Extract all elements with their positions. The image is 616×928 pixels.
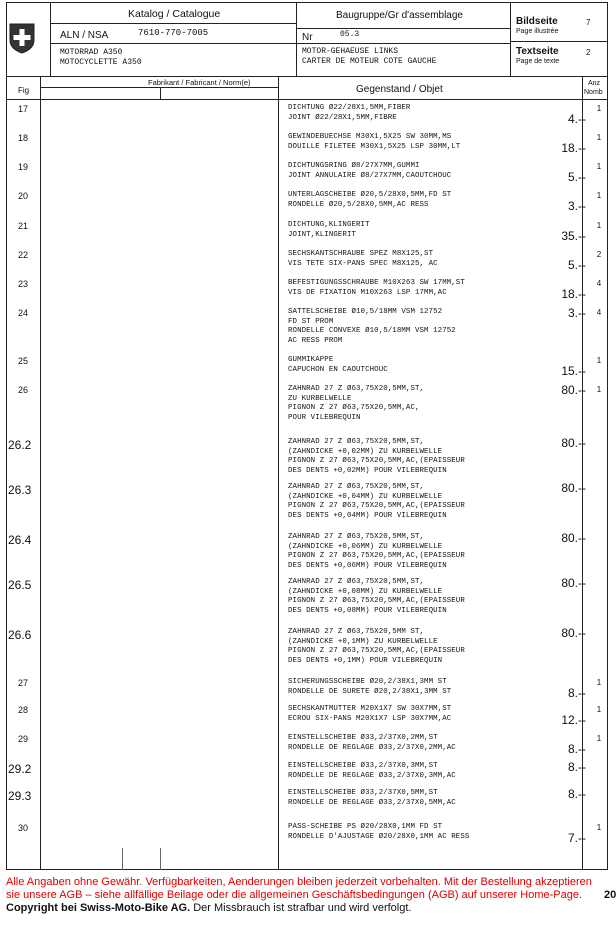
row-price: 80.-- xyxy=(561,626,586,640)
page-number-fragment: 20 xyxy=(604,889,616,901)
header-row-line-left xyxy=(50,23,296,24)
row-price: 18.-- xyxy=(561,286,586,301)
row-price: 80.-- xyxy=(561,576,586,590)
row-price: 3.-- xyxy=(568,306,586,320)
row-fig-number: 27 xyxy=(17,678,28,688)
row-fig-number: 30 xyxy=(17,823,28,833)
row-quantity: 1 xyxy=(596,221,602,230)
row-fig-number: 21 xyxy=(17,221,28,231)
col-divider-manufacturer xyxy=(278,77,279,870)
row-description: DICHTUNG,KLINGERIT JOINT,KLINGERIT xyxy=(288,221,370,239)
row-fig-number: 26.4 xyxy=(8,533,32,547)
bildseite-label: Bildseite xyxy=(516,16,558,27)
footer-copyright: Copyright bei Swiss-Moto-Bike AG. xyxy=(6,902,191,914)
row-price: 4.-- xyxy=(568,111,586,126)
row-description: EINSTELLSCHEIBE Ø33,2/37X0,5MM,ST RONDELLE DE REGLAGE Ø33,2/37X0,5MM,AC xyxy=(288,789,456,807)
row-fig-number: 26.3 xyxy=(8,483,32,497)
footer-disclaimer: Alle Angaben ohne Gewähr. Verfügbarkeiten, Aenderungen bleiben jederzeit vorbehalten. Mit der Bestellung akzeptieren sie unsere AGB – siehe allfällige Beilage oder die allgemeinen Geschäftsbedingungen (AGB) auf unserer Home-Page. xyxy=(6,876,592,901)
header-divider-3 xyxy=(510,2,511,76)
bildseite-sub: Page illustrée xyxy=(516,28,559,35)
row-description: BEFESTIGUNGSSCHRAUBE M10X263 SW 17MM,ST VIS DE FIXATION M10X263 LSP 17MM,AC xyxy=(288,279,465,297)
textseite-sub: Page de texte xyxy=(516,58,560,65)
row-fig-number: 24 xyxy=(17,308,28,318)
row-price: 15.-- xyxy=(561,363,586,378)
row-quantity: 1 xyxy=(596,385,602,394)
row-description: ZAHNRAD 27 Z Ø63,75X20,5MM ST, (ZAHNDICKE +0,1MM) ZU KURBELWELLE PIGNON Z 27 Ø63,75X20,5MM,AC,(EPAISSEUR DES DENTS +0,1MM) POUR VILEBREQUIN xyxy=(288,628,465,665)
col-qty-title-1: Anz xyxy=(588,80,601,87)
row-price: 5.-- xyxy=(568,257,586,272)
nr-value: 05.3 xyxy=(340,30,360,39)
row-price: 35.-- xyxy=(561,228,586,243)
colhead-bottom-line xyxy=(6,99,608,100)
header-divider-2 xyxy=(296,2,297,76)
bildseite-value: 7 xyxy=(586,18,591,27)
footer-misuse: Der Missbrauch ist strafbar und wird verfolgt. xyxy=(193,902,412,914)
row-description: ZAHNRAD 27 Z Ø63,75X20,5MM,ST, (ZAHNDICKE +0,02MM) ZU KURBELWELLE PIGNON Z 27 Ø63,75X20,5MM,AC,(EPAISSEUR DES DENTS +0,02MM) POUR VILEBREQUIN xyxy=(288,438,465,475)
row-fig-number: 28 xyxy=(17,705,28,715)
row-price: 80.-- xyxy=(561,531,586,545)
row-description: SECHSKANTSCHRAUBE SPEZ M8X125,ST VIS TETE SIX-PANS SPEC M8X125, AC xyxy=(288,250,438,268)
group-label: Baugruppe/Gr d'assemblage xyxy=(336,10,463,21)
row-quantity: 1 xyxy=(596,356,602,365)
row-description: SATTELSCHEIBE Ø10,5/18MM VSM 12752 FD ST PROM RONDELLE CONVEXE Ø10,5/18MM VSM 12752 AC RESS PROM xyxy=(288,308,456,345)
row-description: SECHSKANTMUTTER M20X1X7 SW 30X7MM,ST ECROU SIX-PANS M20X1X7 LSP 30X7MM,AC xyxy=(288,705,452,723)
row-description: DICHTUNG Ø22/28X1,5MM,FIBER JOINT Ø22/28X1,5MM,FIBRE xyxy=(288,104,411,122)
col-object-title: Gegenstand / Objet xyxy=(356,84,443,95)
row-fig-number: 29.2 xyxy=(8,762,32,776)
header-row-line-right xyxy=(510,41,608,42)
header-row-line-mid2 xyxy=(296,43,510,44)
col-fig-title: Fig xyxy=(18,86,30,95)
row-quantity: 1 xyxy=(596,678,602,687)
row-description: EINSTELLSCHEIBE Ø33,2/37X0,3MM,ST RONDELLE DE REGLAGE Ø33,2/37X0,3MM,AC xyxy=(288,762,456,780)
row-description: DICHTUNGSRING Ø8/27X7MM,GUMMI JOINT ANNULAIRE Ø8/27X7MM,CAOUTCHOUC xyxy=(288,162,452,180)
row-price: 80.-- xyxy=(561,383,586,397)
row-price: 3.-- xyxy=(568,198,586,213)
manufacturer-stub-1 xyxy=(122,848,123,870)
row-quantity: 1 xyxy=(596,133,602,142)
row-fig-number: 18 xyxy=(17,133,28,143)
row-description: ZAHNRAD 27 Z Ø63,75X20,5MM,ST, (ZAHNDICKE +0,04MM) ZU KURBELWELLE PIGNON Z 27 Ø63,75X20,5MM,AC,(EPAISSEUR DES DENTS +0,04MM) POUR VILEBREQUIN xyxy=(288,483,465,520)
header-row-line-left2 xyxy=(50,43,296,44)
col-divider-fig xyxy=(40,77,41,870)
aln-label: ALN / NSA xyxy=(60,30,109,41)
row-fig-number: 26.6 xyxy=(8,628,32,642)
row-price: 5.-- xyxy=(568,169,586,184)
row-fig-number: 20 xyxy=(17,191,28,201)
row-price: 18.-- xyxy=(561,140,586,155)
row-description: ZAHNRAD 27 Z Ø63,75X20,5MM,ST, ZU KURBELWELLE PIGNON Z 27 Ø63,75X20,5MM,AC, POUR VILEBREQUIN xyxy=(288,385,425,422)
model-line-2: MOTOCYCLETTE A350 xyxy=(60,58,142,67)
row-description: PASS-SCHEIBE PS Ø20/28X0,1MM FD ST RONDELLE D'AJUSTAGE Ø20/28X0,1MM AC RESS xyxy=(288,823,470,841)
header-row-line-mid xyxy=(296,28,510,29)
row-quantity: 1 xyxy=(596,734,602,743)
row-description: ZAHNRAD 27 Z Ø63,75X20,5MM,ST, (ZAHNDICKE +0,06MM) ZU KURBELWELLE PIGNON Z 27 Ø63,75X20,5MM,AC,(EPAISSEUR DES DENTS +0,06MM) POUR VILEBREQUIN xyxy=(288,533,465,570)
row-fig-number: 29 xyxy=(17,734,28,744)
row-fig-number: 25 xyxy=(17,356,28,366)
row-quantity: 1 xyxy=(596,191,602,200)
row-price: 80.-- xyxy=(561,481,586,495)
row-quantity: 1 xyxy=(596,104,602,113)
model-line-1: MOTORRAD A350 xyxy=(60,48,123,57)
row-fig-number: 17 xyxy=(17,104,28,114)
row-quantity: 4 xyxy=(596,308,602,317)
row-fig-number: 19 xyxy=(17,162,28,172)
row-quantity: 1 xyxy=(596,823,602,832)
col-manufacturer-title: Fabrikant / Fabricant / Norm(e) xyxy=(148,78,251,87)
row-price: 7.-- xyxy=(568,830,586,845)
row-quantity: 1 xyxy=(596,705,602,714)
nr-label: Nr xyxy=(302,32,313,43)
manufacturer-sub-divider xyxy=(160,87,161,99)
catalog-label: Katalog / Catalogue xyxy=(128,8,221,20)
swiss-cross-icon xyxy=(8,22,36,54)
manufacturer-sub-line xyxy=(40,87,278,88)
row-fig-number: 26 xyxy=(17,385,28,395)
row-price: 12.-- xyxy=(561,712,586,727)
row-price: 8.-- xyxy=(568,787,586,801)
row-description: GEWINDEBUECHSE M30X1,5X25 SW 30MM,MS DOUILLE FILETEE M30X1,5X25 LSP 30MM,LT xyxy=(288,133,461,151)
row-price: 80.-- xyxy=(561,436,586,450)
row-fig-number: 29.3 xyxy=(8,789,32,803)
group-line-2: CARTER DE MOTEUR COTE GAUCHE xyxy=(302,57,437,66)
group-line-1: MOTOR-GEHAEUSE LINKS xyxy=(302,47,399,56)
aln-value: 7610-770-7005 xyxy=(138,28,209,38)
row-price: 8.-- xyxy=(568,685,586,700)
row-quantity: 1 xyxy=(596,162,602,171)
row-fig-number: 23 xyxy=(17,279,28,289)
row-description: SICHERUNGSSCHEIBE Ø20,2/38X1,3MM ST RONDELLE DE SURETE Ø20,2/38X1,3MM ST xyxy=(288,678,452,696)
col-qty-title-2: Nomb xyxy=(584,89,603,96)
row-description: EINSTELLSCHEIBE Ø33,2/37X0,2MM,ST RONDELLE DE REGLAGE Ø33,2/37X0,2MM,AC xyxy=(288,734,456,752)
row-quantity: 2 xyxy=(596,250,602,259)
row-fig-number: 26.5 xyxy=(8,578,32,592)
textseite-label: Textseite xyxy=(516,46,559,57)
row-fig-number: 26.2 xyxy=(8,438,32,452)
row-quantity: 4 xyxy=(596,279,602,288)
manufacturer-stub-2 xyxy=(160,848,161,870)
header-bottom-line xyxy=(6,76,608,77)
row-price: 8.-- xyxy=(568,741,586,756)
textseite-value: 2 xyxy=(586,48,591,57)
header-divider-1 xyxy=(50,2,51,76)
row-description: ZAHNRAD 27 Z Ø63,75X20,5MM,ST, (ZAHNDICKE +0,08MM) ZU KURBELWELLE PIGNON Z 27 Ø63,75X20,5MM,AC,(EPAISSEUR DES DENTS +0,08MM) POUR VILEBREQUIN xyxy=(288,578,465,615)
legal-footer xyxy=(6,876,606,915)
row-price: 8.-- xyxy=(568,760,586,774)
row-description: UNTERLAGSCHEIBE Ø20,5/28X0,5MM,FD ST RONDELLE Ø20,5/28X0,5MM,AC RESS xyxy=(288,191,452,209)
row-description: GUMMIKAPPE CAPUCHON EN CAOUTCHOUC xyxy=(288,356,388,374)
row-fig-number: 22 xyxy=(17,250,28,260)
